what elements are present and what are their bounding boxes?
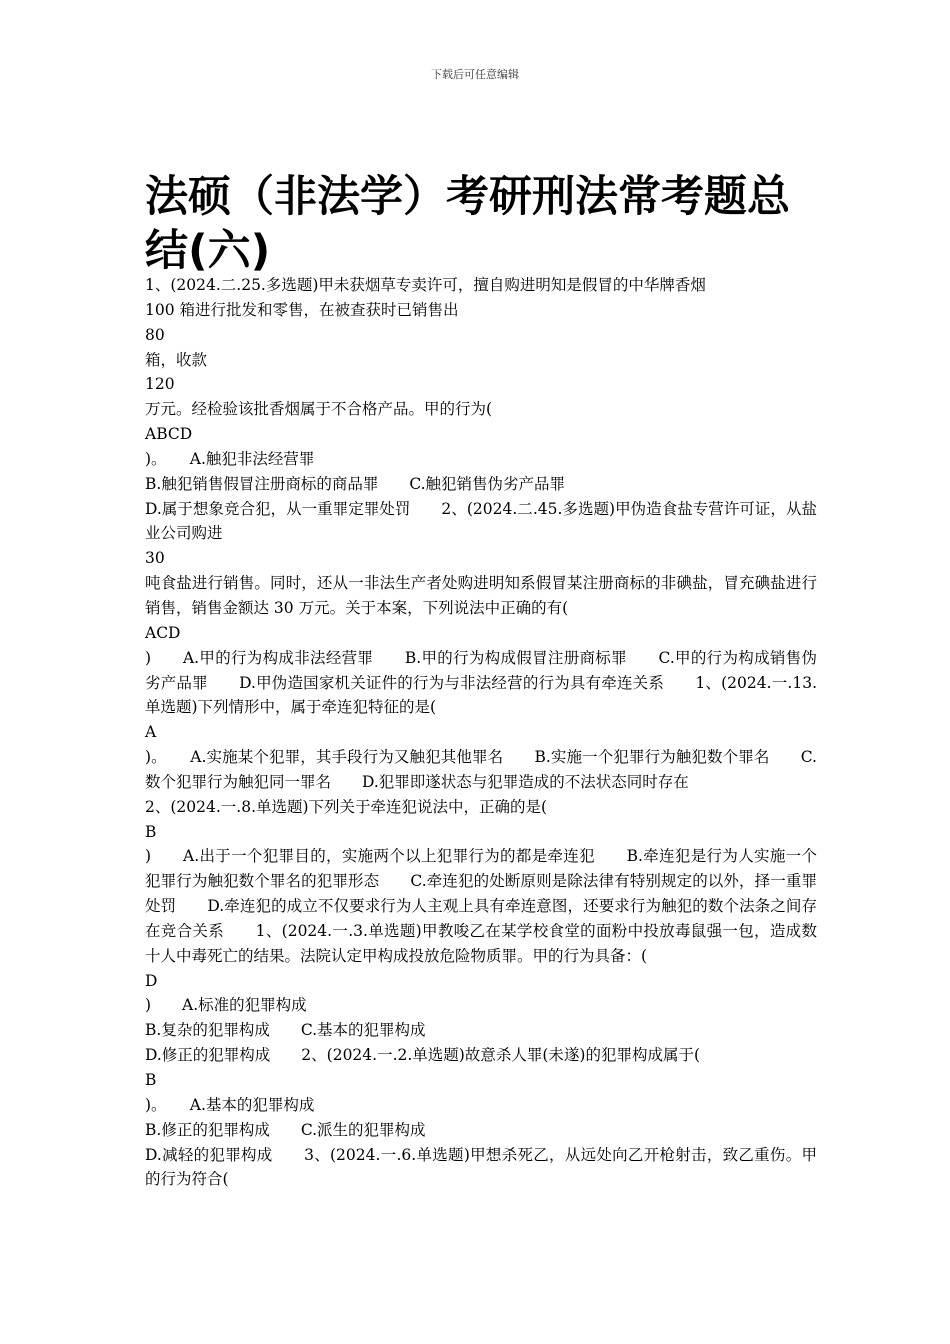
text-paragraph: D.减轻的犯罪构成 3、(2024.一.6.单选题)甲想杀死乙，从远处向乙开枪射击，致乙重伤。甲的行为符合( xyxy=(145,1145,817,1189)
text-line: D.修正的犯罪构成 2、(2024.一.2.单选题)故意杀人罪(未遂)的犯罪构成属于( xyxy=(145,1046,700,1065)
text-line: B.复杂的犯罪构成 C.基本的犯罪构成 xyxy=(145,1021,426,1040)
text-line: 1、(2024.二.25.多选题)甲未获烟草专卖许可，擅自购进明知是假冒的中华牌香烟 xyxy=(145,276,706,294)
text-line: B.触犯销售假冒注册商标的商品罪 C.触犯销售伪劣产品罪 xyxy=(145,474,566,493)
page-header-note: 下载后可任意编辑 xyxy=(431,68,519,81)
text-line: B.修正的犯罪构成 C.派生的犯罪构成 xyxy=(145,1120,426,1139)
text-line: 万元。经检验该批香烟属于不合格产品。甲的行为( xyxy=(145,400,493,419)
document-title: 法硕（非法学）考研刑法常考题总结(六) xyxy=(145,172,790,276)
document-body xyxy=(145,273,817,1192)
text-line: 120 xyxy=(145,375,175,394)
answer-line: B xyxy=(145,1071,157,1089)
text-line: 箱，收款 xyxy=(145,350,208,369)
text-line: 2、(2024.一.8.单选题)下列关于牵连犯说法中，正确的是( xyxy=(145,797,548,816)
answer-line: B xyxy=(145,822,157,841)
answer-line: D xyxy=(145,971,158,990)
text-line: 80 xyxy=(145,325,165,344)
text-paragraph: ) A.出于一个犯罪目的，实施两个以上犯罪行为的都是牵连犯 B.牵连犯是行为人实施一个犯罪行为触犯数个罪名的犯罪形态 C.牵连犯的处断原则是除法律有特别规定的以外，择一重罪处罚 D.牵连犯的成立不仅要求行为人主观上具有牵连意图，还要求行为触犯的数个法条之间存在竞合关系 1、(2024.一.3.单选题)甲教唆乙在某学校食堂的面粉中投放毒鼠强一包，造成数十人中毒死亡的结果。法院认定甲构成投放危险物质罪。甲的行为具备：( xyxy=(145,847,817,965)
text-paragraph: 吨食盐进行销售。同时，还从一非法生产者处购进明知系假冒某注册商标的非碘盐，冒充碘盐进行销售，销售金额达 30 万元。关于本案，下列说法中正确的有( xyxy=(145,574,817,617)
text-paragraph: )。 A.实施某个犯罪，其手段行为又触犯其他罪名 B.实施一个犯罪行为触犯数个罪名 C.数个犯罪行为触犯同一罪名 D.犯罪即遂状态与犯罪造成的不法状态同时存在 xyxy=(145,748,817,791)
answer-line: ABCD xyxy=(145,425,193,444)
text-line: 100 箱进行批发和零售，在被查获时已销售出 xyxy=(145,300,459,319)
text-line: 30 xyxy=(145,549,165,568)
text-line: )。 A.触犯非法经营罪 xyxy=(145,449,315,468)
answer-line: A xyxy=(145,723,157,742)
answer-line: ACD xyxy=(145,623,181,642)
text-line: ) A.标准的犯罪构成 xyxy=(145,996,307,1015)
text-paragraph: D.属于想象竞合犯，从一重罪定罪处罚 2、(2024.二.45.多选题)甲伪造食盐专营许可证，从盐业公司购进 xyxy=(145,499,817,543)
text-line: )。 A.基本的犯罪构成 xyxy=(145,1095,315,1114)
text-paragraph: ) A.甲的行为构成非法经营罪 B.甲的行为构成假冒注册商标罪 C.甲的行为构成销售伪劣产品罪 D.甲伪造国家机关证件的行为与非法经营的行为具有牵连关系 1、(2024.一.13.单选题)下列情形中，属于牵连犯特征的是( xyxy=(145,648,817,717)
